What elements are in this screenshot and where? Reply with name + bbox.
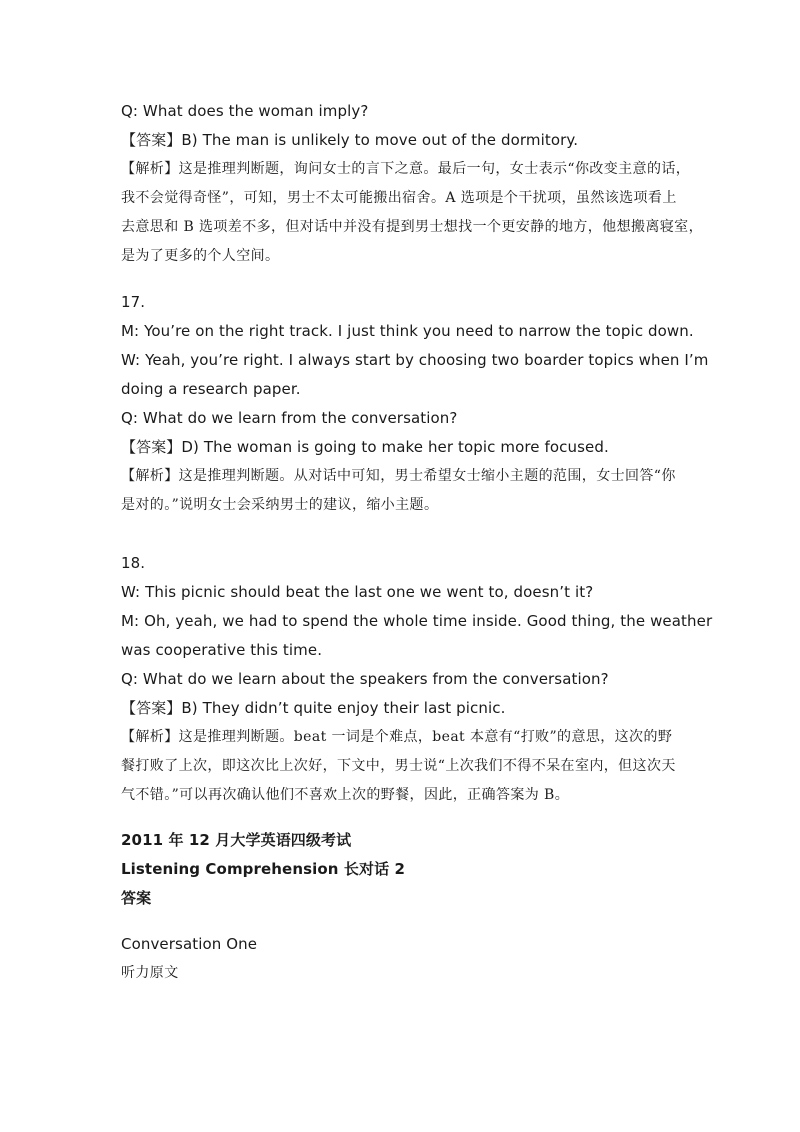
transcript-label: 听力原文: [121, 965, 179, 981]
analysis-18-line-2: 餐打败了上次，即这次比上次好，下文中，男士说“上次我们不得不呆在室内，但这次天: [121, 758, 676, 774]
dialogue-17-line-1: M: You’re on the right track. I just think you need to narrow the topic down.: [121, 322, 694, 340]
analysis-17-line-1: 【解析】这是推理判断题。从对话中可知，男士希望女士缩小主题的范围，女士回答“你: [121, 468, 676, 484]
analysis-18-line-3: 气不错。”可以再次确认他们不喜欢上次的野餐，因此，正确答案为 B。: [121, 787, 570, 803]
answer-16: 【答案】B) The man is unlikely to move out of the dormitory.: [121, 131, 579, 149]
conversation-title: Conversation One: [121, 935, 258, 953]
analysis-16-line-3: 去意思和 B 选项差不多，但对话中并没有提到男士想找一个更安静的地方，他想搬离寝室，: [121, 219, 703, 235]
section-title: Listening Comprehension 长对话 2: [121, 860, 406, 878]
question-16: Q: What does the woman imply?: [121, 102, 369, 120]
analysis-16-line-1: 【解析】这是推理判断题，询问女士的言下之意。最后一句，女士表示“你改变主意的话，: [121, 161, 691, 177]
dialogue-18-line-4: Q: What do we learn about the speakers from the conversation?: [121, 670, 609, 688]
dialogue-17-line-3: doing a research paper.: [121, 380, 301, 398]
answer-17: 【答案】D) The woman is going to make her topic more focused.: [121, 438, 609, 456]
analysis-16-line-4: 是为了更多的个人空间。: [121, 248, 280, 264]
dialogue-17-line-4: Q: What do we learn from the conversation?: [121, 409, 458, 427]
question-number-17: 17.: [121, 293, 146, 311]
dialogue-18-line-3: was cooperative this time.: [121, 641, 323, 659]
answer-18: 【答案】B) They didn’t quite enjoy their last picnic.: [121, 699, 506, 717]
question-number-18: 18.: [121, 554, 146, 572]
analysis-17-line-2: 是对的。”说明女士会采纳男士的建议，缩小主题。: [121, 497, 439, 513]
dialogue-18-line-1: W: This picnic should beat the last one we went to, doesn’t it?: [121, 583, 594, 601]
analysis-16-line-2: 我不会觉得奇怪”，可知，男士不太可能搬出宿舍。A 选项是个干扰项，虽然该选项看上: [121, 190, 677, 206]
exam-title: 2011 年 12 月大学英语四级考试: [121, 831, 352, 849]
analysis-18-line-1: 【解析】这是推理判断题。beat 一词是个难点，beat 本意有“打败”的意思，这次的野: [121, 729, 673, 745]
dialogue-17-line-2: W: Yeah, you’re right. I always start by choosing two boarder topics when I’m: [121, 351, 709, 369]
dialogue-18-line-2: M: Oh, yeah, we had to spend the whole time inside. Good thing, the weather: [121, 612, 713, 630]
answer-heading: 答案: [121, 889, 152, 907]
